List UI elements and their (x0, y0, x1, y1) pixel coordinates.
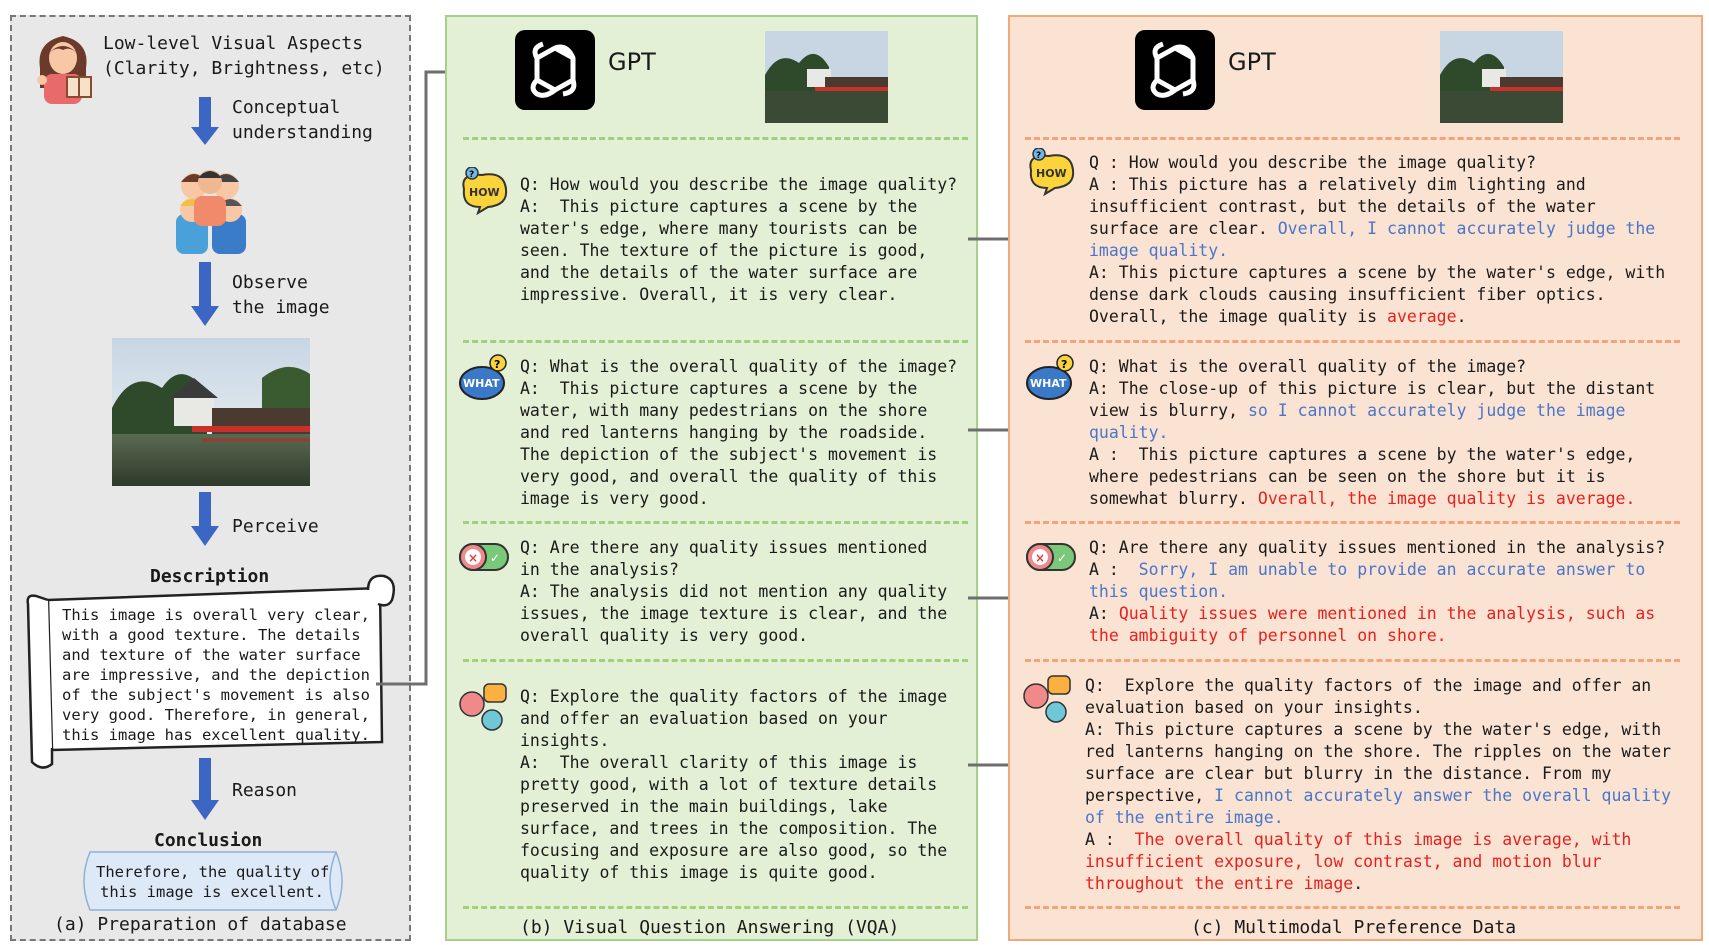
aspects-line1: Low-level Visual Aspects (103, 33, 364, 54)
waterside-photo (112, 338, 310, 486)
qa-line (1085, 675, 1685, 697)
vqa-item-issues (520, 537, 947, 647)
qa-line (1089, 537, 1685, 559)
svg-text:HOW: HOW (469, 186, 500, 199)
description-line: this image has excellent quality. (62, 726, 370, 744)
caption-a: (a) Preparation of database (54, 914, 347, 935)
check-toggle-icon (458, 540, 510, 574)
qa-text: A : This picture captures a scene by the water's edge, (1089, 445, 1636, 464)
person-reading-icon (30, 28, 96, 106)
qa-text: surface are clear but blurry in the distance. From my (1085, 764, 1612, 783)
caption-b: (b) Visual Question Answering (VQA) (520, 917, 900, 938)
preference-item-how (1089, 152, 1685, 328)
qa-line (1085, 829, 1685, 851)
qa-line (1085, 873, 1685, 895)
uncertain-text: this question. (1089, 582, 1229, 601)
description-line: are impressive, and the depiction (62, 666, 370, 684)
separator (463, 521, 968, 524)
what-icon (1025, 353, 1077, 403)
description-line: very good. Therefore, in general, (62, 706, 370, 724)
qa-line: water, with many pedestrians on the shore (520, 401, 928, 420)
qa-line: pretty good, with a lot of texture details (520, 775, 938, 794)
separator (1025, 340, 1680, 343)
svg-text:WHAT: WHAT (463, 377, 500, 390)
qa-line: preserved in the main buildings, lake (520, 797, 888, 816)
step-perceive: Perceive (232, 516, 319, 537)
qa-line: and red lanterns hanging by the roadside. (520, 423, 928, 442)
svg-text:?: ? (1061, 358, 1068, 371)
qa-line: Q: Explore the quality factors of the image (520, 687, 948, 706)
judgement-text: average (1387, 307, 1457, 326)
qa-line (1089, 400, 1685, 422)
vqa-item-what (520, 356, 957, 510)
qa-text: perspective, (1085, 786, 1215, 805)
chat-bubbles-icon (1022, 672, 1074, 724)
qa-text: A: This picture captures a scene by the water's edge, with (1089, 263, 1666, 282)
uncertain-text: Sorry, I am unable to provide an accurate answer to (1138, 560, 1646, 579)
separator (1025, 659, 1680, 662)
separator (463, 906, 968, 909)
group-of-people-icon (168, 160, 254, 256)
qa-line (1089, 488, 1685, 510)
qa-line: A: The analysis did not mention any quality (520, 582, 948, 601)
uncertain-text: quality. (1089, 423, 1169, 442)
how-icon (458, 167, 510, 217)
qa-text: A : This picture has a relatively dim lighting and (1089, 175, 1586, 194)
qa-line (1089, 284, 1685, 306)
step-conceptual-line2: understanding (232, 122, 373, 143)
qa-line (1085, 763, 1685, 785)
qa-line: issues, the image texture is clear, and the (520, 604, 948, 623)
svg-text:WHAT: WHAT (1030, 377, 1067, 390)
chat-bubbles-icon (458, 680, 510, 732)
qa-line: insights. (520, 731, 610, 750)
judgement-text: throughout the entire image (1085, 874, 1354, 893)
how-icon (1025, 148, 1077, 198)
openai-logo-icon (1135, 30, 1215, 110)
judgement-text: the ambiguity of personnel on shore. (1089, 626, 1447, 645)
qa-line: surface, and trees in the composition. The (520, 819, 938, 838)
qa-line (1089, 262, 1685, 284)
qa-text: somewhat blurry. (1089, 489, 1258, 508)
qa-line (1089, 444, 1685, 466)
qa-line: image is very good. (520, 489, 709, 508)
description-line: of the subject's movement is also (62, 686, 370, 704)
qa-line: water's edge, where many tourists can be (520, 219, 918, 238)
step-conceptual-line1: Conceptual (232, 97, 341, 118)
qa-line (1085, 741, 1685, 763)
qa-line: and the details of the water surface are (520, 263, 918, 282)
description-line: with a good texture. The details (62, 626, 361, 644)
waterside-thumbnail (1440, 31, 1563, 123)
qa-line (1089, 603, 1685, 625)
gpt-label: GPT (1228, 48, 1276, 76)
svg-text:×: × (1035, 551, 1046, 565)
openai-logo-icon (515, 30, 595, 110)
separator (1025, 906, 1680, 909)
qa-text: surface are clear. (1089, 219, 1278, 238)
qa-text: Q : How would you describe the image quality? (1089, 153, 1537, 172)
svg-text:HOW: HOW (1036, 167, 1067, 180)
qa-line (1089, 581, 1685, 603)
qa-line: focusing and exposure are also good, so the (520, 841, 948, 860)
qa-text: Q: Are there any quality issues mentioned in the analysis? (1089, 538, 1666, 557)
qa-text: evaluation based on your insights. (1085, 698, 1423, 717)
qa-line (1089, 306, 1685, 328)
qa-text: where pedestrians can be seen on the shore but it is (1089, 467, 1606, 486)
qa-line: Q: How would you describe the image quality? (520, 175, 958, 194)
conclusion-line2: this image is excellent. (100, 883, 324, 901)
description-text (62, 605, 370, 745)
qa-line (1089, 559, 1685, 581)
qa-text: . (1353, 874, 1364, 893)
uncertain-text: Overall, I cannot accurately judge the (1277, 219, 1656, 238)
qa-line: A: This picture captures a scene by the (520, 197, 918, 216)
vqa-item-explore (520, 686, 947, 884)
what-icon (458, 353, 510, 403)
separator (463, 340, 968, 343)
svg-text:?: ? (494, 358, 501, 371)
judgement-text: Overall, the image quality is average. (1257, 489, 1636, 508)
qa-line: and offer an evaluation based on your (520, 709, 888, 728)
qa-line: very good, and overall the quality of this (520, 467, 938, 486)
qa-text: A: (1089, 604, 1119, 623)
qa-line: impressive. Overall, it is very clear. (520, 285, 898, 304)
qa-text: A : (1089, 560, 1139, 579)
qa-line: Q: What is the overall quality of the image? (520, 357, 958, 376)
qa-line (1085, 851, 1685, 873)
separator (463, 137, 968, 140)
qa-line: A: This picture captures a scene by the (520, 379, 918, 398)
step-observe-line1: Observe (232, 272, 308, 293)
caption-c: (c) Multimodal Preference Data (1191, 917, 1517, 938)
qa-text: dense dark clouds causing insufficient fiber optics. (1089, 285, 1606, 304)
aspects-line2: (Clarity, Brightness, etc) (103, 58, 385, 79)
check-toggle-icon (1025, 540, 1077, 574)
qa-text: Q: What is the overall quality of the image? (1089, 357, 1527, 376)
arrow-down-icon (191, 492, 219, 548)
qa-text: red lanterns hanging on the shore. The ripples on the water (1085, 742, 1672, 761)
description-line: and texture of the water surface (62, 646, 361, 664)
qa-line (1089, 152, 1685, 174)
qa-line (1089, 422, 1685, 444)
qa-line: The depiction of the subject's movement is (520, 445, 938, 464)
uncertain-text: image quality. (1089, 241, 1229, 260)
svg-text:×: × (468, 551, 479, 565)
uncertain-text: of the entire image. (1085, 808, 1284, 827)
qa-text: . (1456, 307, 1467, 326)
qa-line (1085, 785, 1685, 807)
gpt-label: GPT (608, 48, 656, 76)
step-observe-line2: the image (232, 297, 330, 318)
qa-text: A : (1085, 830, 1135, 849)
judgement-text: Quality issues were mentioned in the analysis, such as (1118, 604, 1656, 623)
arrow-down-icon (191, 758, 219, 824)
preference-item-issues (1089, 537, 1685, 647)
qa-text: view is blurry, (1089, 401, 1248, 420)
separator (463, 659, 968, 662)
conclusion-title: Conclusion (154, 830, 263, 851)
qa-line: in the analysis? (520, 560, 679, 579)
description-line: This image is overall very clear, (62, 606, 370, 624)
svg-text:?: ? (1036, 151, 1042, 161)
qa-text: insufficient contrast, but the details of the water (1089, 197, 1596, 216)
svg-text:✓: ✓ (490, 551, 501, 565)
qa-line: quality of this image is quite good. (520, 863, 878, 882)
qa-line (1089, 378, 1685, 400)
qa-text: Q: Explore the quality factors of the image and offer an (1085, 676, 1652, 695)
preference-item-explore (1085, 675, 1685, 895)
qa-line: Q: Are there any quality issues mentioned (520, 538, 928, 557)
judgement-text: insufficient exposure, low contrast, and motion blur (1085, 852, 1602, 871)
qa-line: A: The overall clarity of this image is (520, 753, 918, 772)
svg-text:✓: ✓ (1057, 551, 1068, 565)
step-reason: Reason (232, 780, 298, 801)
arrow-down-icon (191, 262, 219, 328)
qa-text: A: This picture captures a scene by the water's edge, with (1085, 720, 1662, 739)
conclusion-line1: Therefore, the quality of (96, 863, 330, 881)
judgement-text: The overall quality of this image is average, with (1134, 830, 1632, 849)
svg-text:?: ? (469, 170, 475, 180)
qa-line (1089, 466, 1685, 488)
qa-line (1085, 807, 1685, 829)
preference-item-what (1089, 356, 1685, 510)
qa-line (1085, 697, 1685, 719)
uncertain-text: so I cannot accurately judge the image (1247, 401, 1626, 420)
qa-line (1089, 625, 1685, 647)
qa-line: overall quality is very good. (520, 626, 809, 645)
qa-line (1089, 174, 1685, 196)
qa-text: A: The close-up of this picture is clear, but the distant (1089, 379, 1656, 398)
separator (1025, 137, 1680, 140)
qa-line (1089, 218, 1685, 240)
arrow-down-icon (191, 97, 219, 147)
qa-line (1089, 356, 1685, 378)
waterside-thumbnail (765, 31, 888, 123)
vqa-item-how (520, 174, 957, 306)
qa-line (1085, 719, 1685, 741)
description-title: Description (150, 566, 270, 587)
qa-line (1089, 196, 1685, 218)
qa-line (1089, 240, 1685, 262)
uncertain-text: I cannot accurately answer the overall quality (1214, 786, 1672, 805)
separator (1025, 521, 1680, 524)
qa-text: Overall, the image quality is (1089, 307, 1388, 326)
qa-line: seen. The texture of the picture is good, (520, 241, 928, 260)
